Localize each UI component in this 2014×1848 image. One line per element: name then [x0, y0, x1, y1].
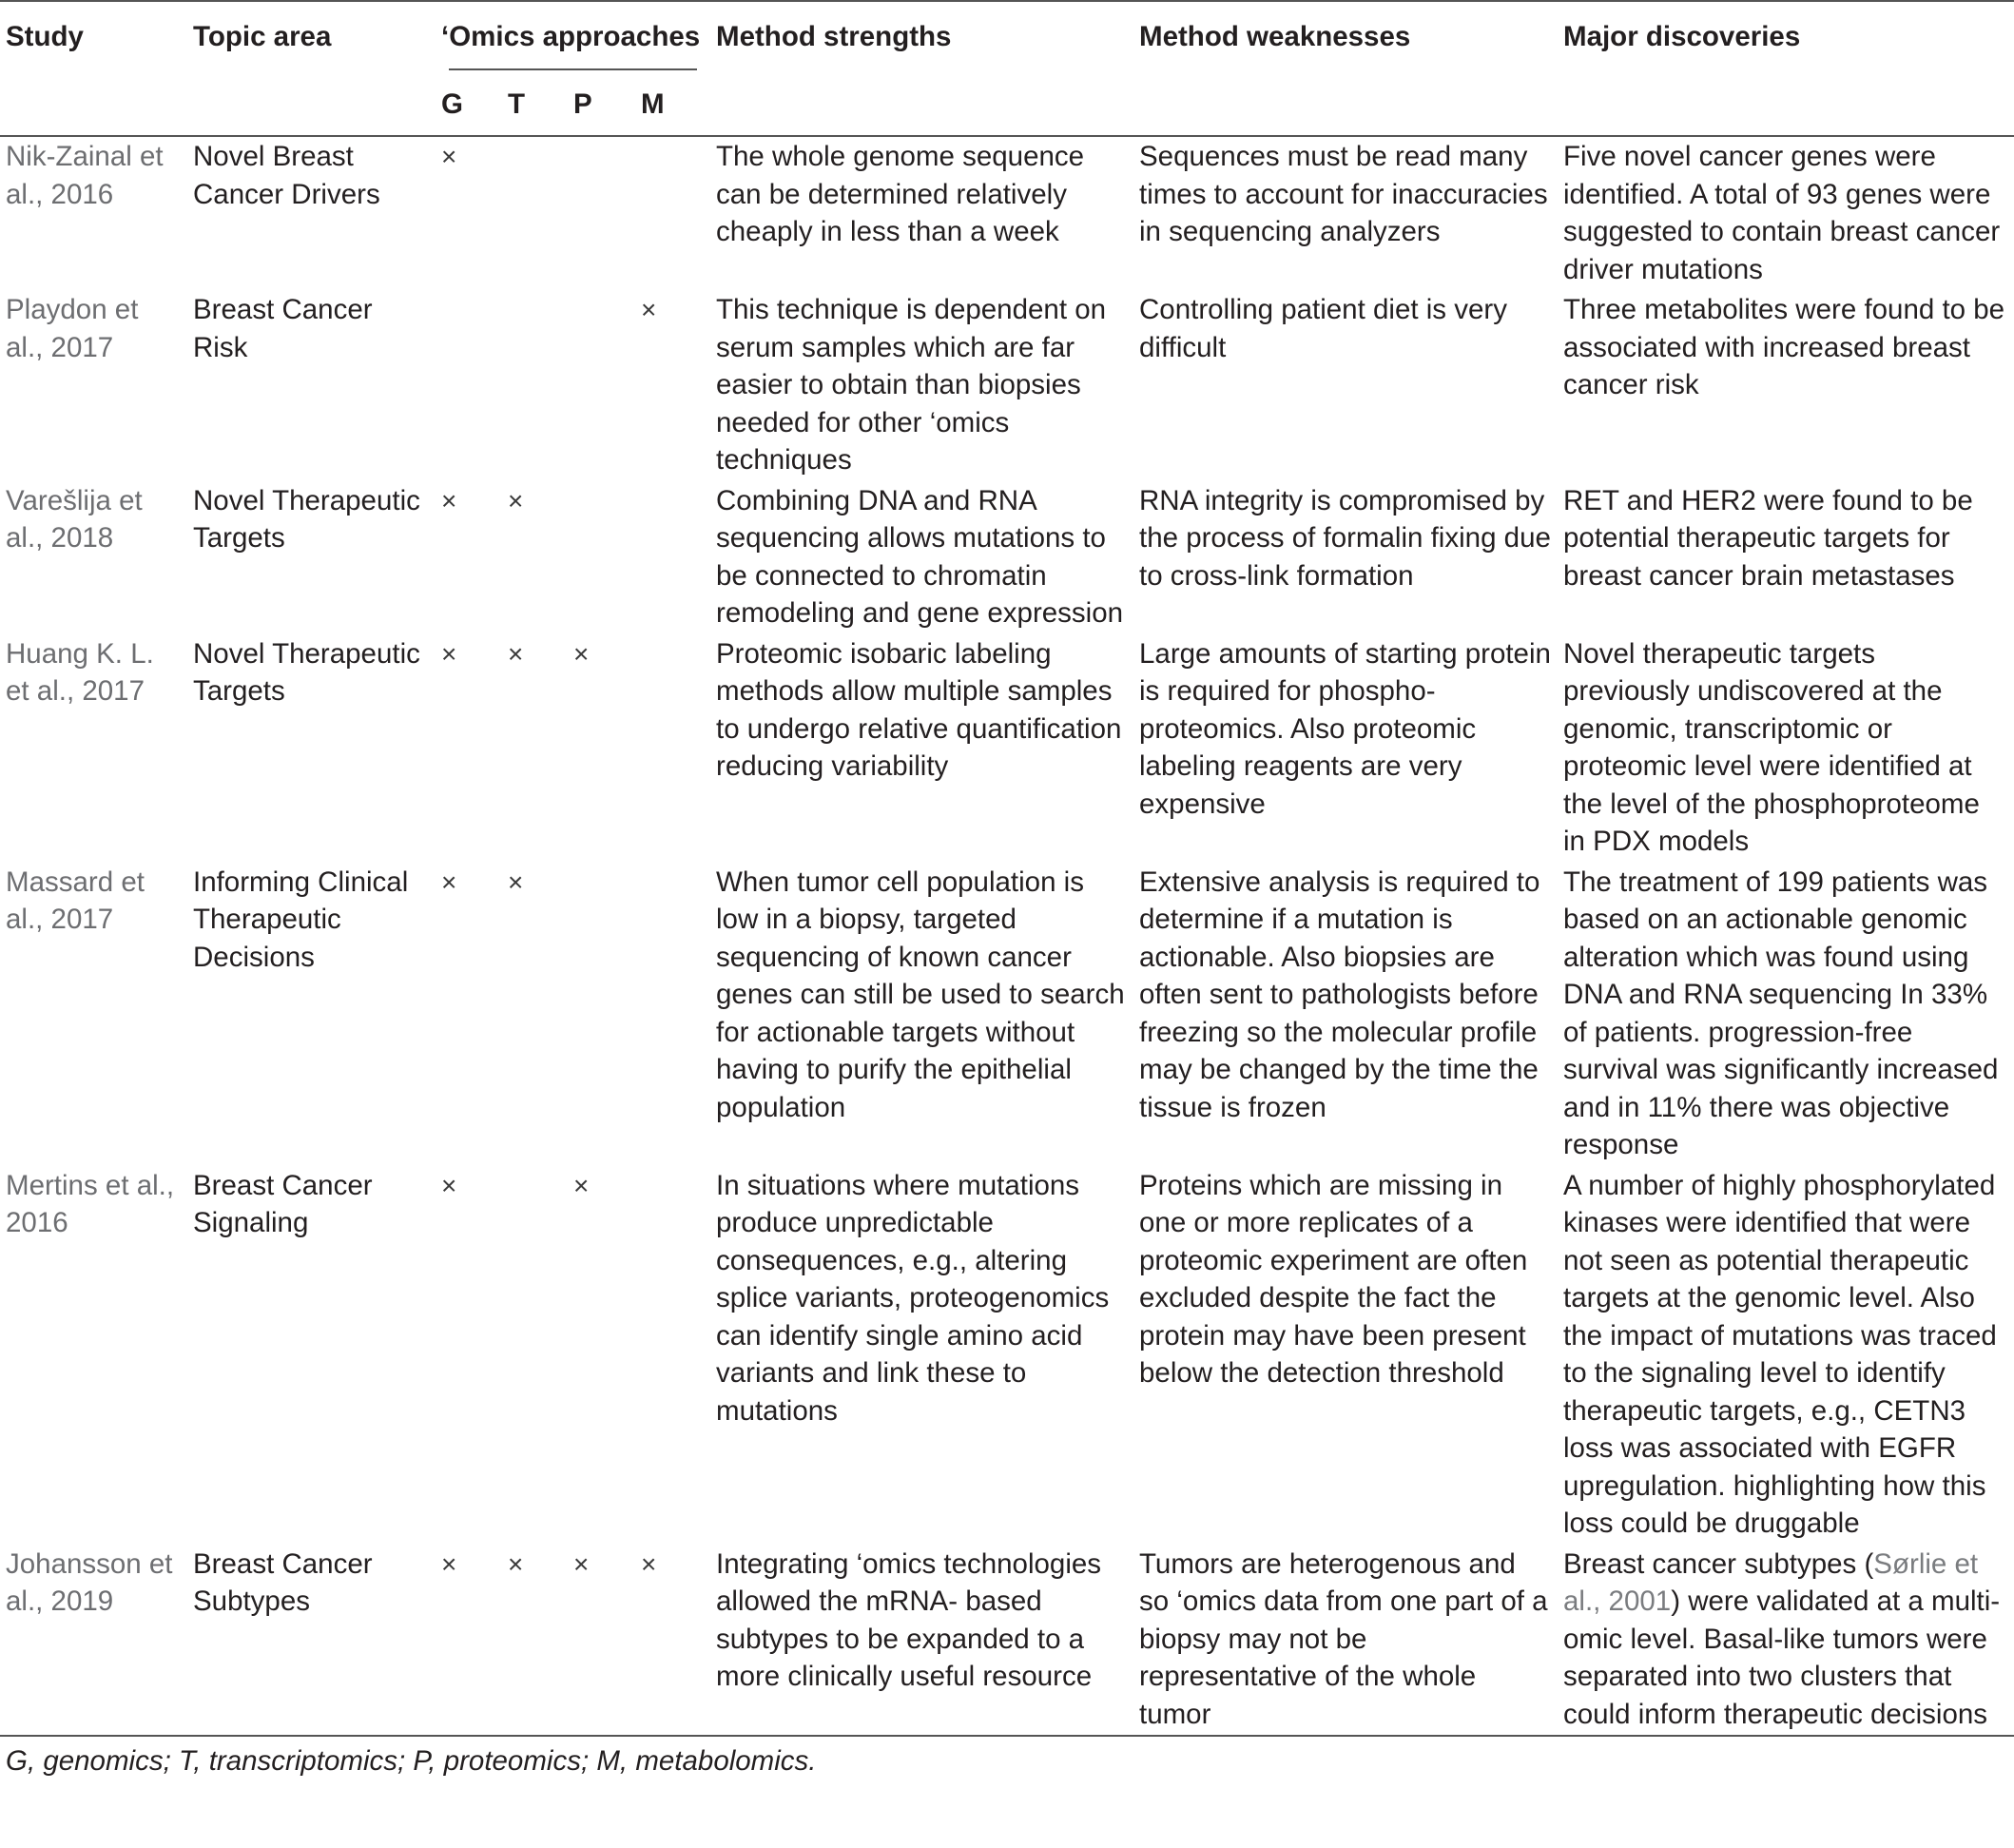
- header-weaknesses: Method weaknesses: [1139, 21, 1411, 52]
- genomics-mark: ×: [441, 866, 457, 897]
- weaknesses-cell: Controlling patient diet is very difficult: [1139, 294, 1507, 363]
- table-row: [0, 634, 2014, 863]
- transcriptomics-mark: ×: [508, 866, 524, 897]
- discoveries-text: Breast cancer subtypes (: [1563, 1547, 1874, 1580]
- study-cell: Massard et al., 2017: [6, 866, 145, 935]
- proteomics-mark: [560, 481, 628, 634]
- study-cell: Mertins et al., 2016: [6, 1169, 175, 1238]
- genomics-mark: ×: [441, 1548, 457, 1579]
- table-row: [0, 290, 2014, 481]
- table-footnote: G, genomics; T, transcriptomics; P, proteomics; M, metabolomics.: [6, 1745, 817, 1777]
- strengths-cell: In situations where mutations produce unpredictable consequences, e.g., altering splice variants, proteogenomics can identify single amino acid variants and link these to mutations: [716, 1169, 1110, 1427]
- header-topic: Topic area: [193, 21, 332, 52]
- proteomics-mark: ×: [573, 1170, 590, 1200]
- proteomics-mark: [560, 290, 628, 481]
- genomics-mark: ×: [441, 142, 457, 171]
- header-omics-label: ‘Omics approaches: [441, 21, 701, 52]
- metabolomics-mark: [628, 863, 710, 1166]
- transcriptomics-mark: ×: [508, 1548, 524, 1579]
- citation-link[interactable]: Sørlie et al., 2001: [1563, 1547, 1979, 1617]
- metabolomics-mark: ×: [641, 1548, 657, 1579]
- weaknesses-cell: Extensive analysis is required to determine if a mutation is actionable. Also biopsies are often sent to pathologists before freezing so the molecular profile may be changed by the time the tissue is frozen: [1139, 866, 1540, 1123]
- header-g: G: [441, 88, 463, 120]
- discoveries-text: ) were validated at a multi-omic level. Basal-like tumors were separated into two clusters that could inform therapeutic decisions: [1563, 1585, 2001, 1730]
- discoveries-cell: Three metabolites were found to be associated with increased breast cancer risk: [1563, 294, 2005, 400]
- proteomics-mark: ×: [573, 638, 590, 669]
- genomics-mark: ×: [441, 485, 457, 515]
- study-cell: Playdon et al., 2017: [6, 294, 139, 363]
- metabolomics-mark: [628, 1166, 710, 1545]
- header-t: T: [508, 88, 526, 120]
- strengths-cell: Integrating ‘omics technologies allowed the mRNA- based subtypes to be expanded to a more clinically useful resource: [716, 1547, 1102, 1692]
- proteomics-mark: [560, 863, 628, 1166]
- weaknesses-cell: Large amounts of starting protein is required for phospho-proteomics. Also proteomic labeling reagents are very expensive: [1139, 637, 1551, 820]
- discoveries-cell: [1558, 1545, 2014, 1737]
- header-strengths: Method strengths: [716, 21, 952, 52]
- metabolomics-mark: [628, 137, 710, 290]
- header-m: M: [641, 88, 665, 120]
- discoveries-cell: RET and HER2 were found to be potential therapeutic targets for breast cancer brain metastases: [1563, 484, 1973, 592]
- metabolomics-mark: [628, 481, 710, 634]
- discoveries-cell: Five novel cancer genes were identified. A total of 93 genes were suggested to contain breast cancer driver mutations: [1563, 141, 2001, 285]
- table-row: [0, 137, 2014, 290]
- transcriptomics-mark: [494, 1166, 560, 1545]
- weaknesses-cell: Proteins which are missing in one or more replicates of a proteomic experiment are often excluded despite the fact the protein may have been present below the detection threshold: [1139, 1169, 1528, 1389]
- footnote-row: [0, 1737, 2014, 1780]
- transcriptomics-mark: [494, 290, 560, 481]
- strengths-cell: The whole genome sequence can be determined relatively cheaply in less than a week: [716, 141, 1085, 247]
- genomics-mark: ×: [441, 638, 457, 669]
- transcriptomics-mark: ×: [508, 638, 524, 669]
- header-discoveries: Major discoveries: [1563, 21, 1801, 52]
- genomics-mark: [428, 290, 494, 481]
- table-row: [0, 481, 2014, 634]
- table-row: [0, 1545, 2014, 1737]
- topic-cell: Breast Cancer Signaling: [193, 1169, 373, 1238]
- topic-cell: Informing Clinical Therapeutic Decisions: [193, 866, 409, 973]
- topic-cell: Breast Cancer Subtypes: [193, 1547, 373, 1617]
- header-study: Study: [6, 21, 84, 52]
- study-cell: Varešlija et al., 2018: [6, 484, 143, 554]
- weaknesses-cell: Tumors are heterogenous and so ‘omics data from one part of a biopsy may not be representative of the whole tumor: [1139, 1547, 1548, 1730]
- study-cell: Johansson et al., 2019: [6, 1547, 173, 1617]
- genomics-mark: ×: [441, 1170, 457, 1200]
- strengths-cell: Combining DNA and RNA sequencing allows mutations to be connected to chromatin remodeling and gene expression: [716, 484, 1124, 629]
- metabolomics-mark: [628, 634, 710, 863]
- weaknesses-cell: RNA integrity is compromised by the process of formalin fixing due to cross-link formation: [1139, 484, 1551, 592]
- transcriptomics-mark: ×: [508, 485, 524, 515]
- discoveries-cell: Novel therapeutic targets previously undiscovered at the genomic, transcriptomic or proteomic level were identified at the level of the phosphoproteome in PDX models: [1563, 637, 1980, 857]
- strengths-cell: When tumor cell population is low in a biopsy, targeted sequencing of known cancer genes can still be used to search for actionable targets without having to purify the epithelial population: [716, 866, 1125, 1123]
- proteomics-mark: ×: [573, 1548, 590, 1579]
- table-row: [0, 1166, 2014, 1545]
- header-omics-approaches: [428, 2, 710, 70]
- transcriptomics-mark: [494, 137, 560, 290]
- discoveries-cell: The treatment of 199 patients was based on an actionable genomic alteration which was found using DNA and RNA sequencing In 33% of patients. progression-free survival was significantly increased and in 11% there was objective response: [1563, 866, 1999, 1160]
- weaknesses-cell: Sequences must be read many times to account for inaccuracies in sequencing analyzers: [1139, 141, 1548, 247]
- table-row: [0, 863, 2014, 1166]
- proteomics-mark: [560, 137, 628, 290]
- study-cell: Huang K. L. et al., 2017: [6, 637, 154, 707]
- topic-cell: Novel Therapeutic Targets: [193, 484, 420, 554]
- strengths-cell: Proteomic isobaric labeling methods allow multiple samples to undergo relative quantification reducing variability: [716, 637, 1122, 782]
- study-cell: Nik-Zainal et al., 2016: [6, 141, 164, 210]
- metabolomics-mark: ×: [641, 295, 657, 324]
- strengths-cell: This technique is dependent on serum samples which are far easier to obtain than biopsies needed for other ‘omics techniques: [716, 294, 1107, 476]
- discoveries-cell: A number of highly phosphorylated kinases were identified that were not seen as potential therapeutic targets at the genomic level. Also the impact of mutations was traced to the signaling level to identify therapeutic targets, e.g., CETN3 loss was associated with EGFR upregulation. highlighting how this loss could be druggable: [1563, 1169, 1997, 1539]
- topic-cell: Novel Breast Cancer Drivers: [193, 141, 380, 210]
- header-row: [0, 2, 2014, 70]
- header-p: P: [573, 88, 592, 120]
- topic-cell: Novel Therapeutic Targets: [193, 637, 420, 707]
- topic-cell: Breast Cancer Risk: [193, 294, 373, 363]
